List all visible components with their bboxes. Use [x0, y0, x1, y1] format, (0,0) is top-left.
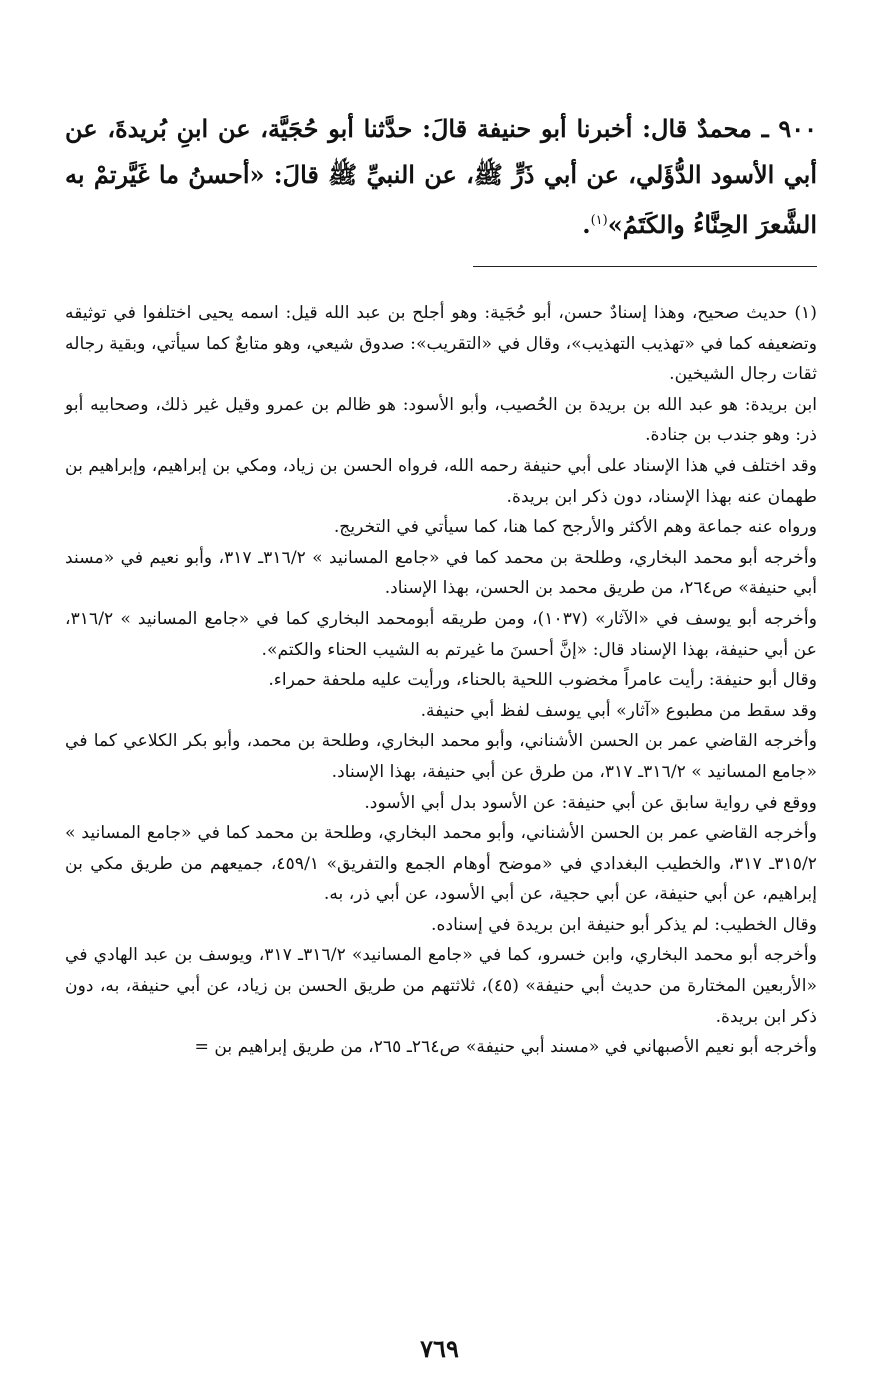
footnote-paragraph: وأخرجه أبو محمد البخاري، وطلحة بن محمد كما في «جامع المسانيد » ٣١٦/٢ـ ٣١٧، وأبو نعيم في «مسند أبي حنيفة» ص٢٦٤، من طريق محمد بن الحسن، بهذا الإسناد. [65, 547, 817, 599]
sentence-end: . [582, 210, 591, 239]
footnote-paragraph: وقال الخطيب: لم يذكر أبو حنيفة ابن بريدة في إسناده. [431, 914, 817, 935]
hadith-paragraph [65, 106, 817, 248]
footnote-paragraph: وأخرجه أبو يوسف في «الآثار» (١٠٣٧)، ومن طريقه أبومحمد البخاري كما في «جامع المسانيد » ٣١٦/٢، عن أبي حنيفة، بهذا الإسناد قال: «إنَّ أحسنَ ما غيرتم به الشيب الحناء والكتم». [65, 608, 817, 660]
footnote-paragraph: وأخرجه أبو محمد البخاري، وابن خسرو، كما في «جامع المسانيد» ٣١٦/٢ـ ٣١٧، ويوسف بن عبد الهادي في «الأربعين المختارة من حديث أبي حنيفة» (٤٥)، ثلاثتهم من طريق الحسن بن زياد، عن أبي حنيفة، به، دون ذكر ابن بريدة. [65, 945, 818, 1027]
page-number: ٧٦٩ [420, 1334, 459, 1363]
footnote-paragraph: وأخرجه القاضي عمر بن الحسن الأشناني، وأبو محمد البخاري، وطلحة بن محمد، وأبو بكر الكلاعي كما في «جامع المسانيد » ٣١٦/٢ـ ٣١٧، من طرق عن أبي حنيفة، بهذا الإسناد. [65, 731, 817, 782]
hadith-isnad: محمدٌ قال: أخبرنا أبو حنيفة قالَ: حدَّثنا أبو حُجَيَّة، عن ابنِ بُريدةَ، عن أبي الأسود الدُّؤَلي، عن أبي ذَرٍّ ﷺ، عن النبيِّ ﷺ قالَ: [65, 114, 817, 189]
footnotes-section [65, 298, 817, 1063]
footnote-paragraph: وأخرجه أبو نعيم الأصبهاني في «مسند أبي حنيفة» ص٢٦٤ـ ٢٦٥، من طريق إبراهيم بن = [194, 1037, 817, 1058]
footnote-paragraph: (١) حديث صحيح، وهذا إسنادٌ حسن، أبو حُجَية: وهو أجلح بن عبد الله قيل: اسمه يحيى اختلفوا في توثيقه وتضعيفه كما في «تهذيب التهذيب»، وقال في «التقريب»: صدوق شيعي، وهو متابعٌ كما سيأتي، وبقية رجاله ثقات رجال الشيخين. [65, 303, 817, 385]
footnote-paragraph: وأخرجه القاضي عمر بن الحسن الأشناني، وأبو محمد البخاري، وطلحة بن محمد كما في «جامع المسانيد » ٣١٥/٢ـ ٣١٧، والخطيب البغدادي في «موضح أوهام الجمع والتفريق» ٤٥٩/١، جميعهم من طريق مكي بن إبراهيم، عن أبي حنيفة، عن أبي حجية، عن أبي الأسود، عن أبي ذر، به. [65, 823, 817, 905]
footnote-reference: (١) [590, 213, 608, 228]
footnote-divider [473, 266, 817, 267]
hadith-number: ٩٠٠ ـ [761, 114, 818, 143]
footnote-paragraph: وقد سقط من مطبوع «آثار» أبي يوسف لفظ أبي حنيفة. [420, 700, 817, 721]
footnote-paragraph: وقال أبو حنيفة: رأيت عامراً مخضوب اللحية بالحناء، ورأيت عليه ملحفة حمراء. [268, 670, 817, 691]
footnote-paragraph: وقد اختلف في هذا الإسناد على أبي حنيفة رحمه الله، فرواه الحسن بن زياد، ومكي بن إبراهيم، وإبراهيم بن طهمان عنه بهذا الإسناد، دون ذكر ابن بريدة. [65, 455, 817, 507]
footnote-paragraph: ابن بريدة: هو عبد الله بن بريدة بن الحُصيب، وأبو الأسود: هو ظالم بن عمرو وقيل غير ذلك، وصحابيه أبو ذر: وهو جندب بن جنادة. [65, 394, 817, 446]
hadith-matn: «أحسنُ ما غَيَّرتمْ به الشَّعرَ الحِنَّاءُ والكَتَمُ» [65, 160, 817, 239]
footnote-paragraph: ورواه عنه جماعة وهم الأكثر والأرجح كما هنا، كما سيأتي في التخريج. [333, 517, 817, 538]
footnote-paragraph: ووقع في رواية سابق عن أبي حنيفة: عن الأسود بدل أبي الأسود. [364, 792, 817, 813]
